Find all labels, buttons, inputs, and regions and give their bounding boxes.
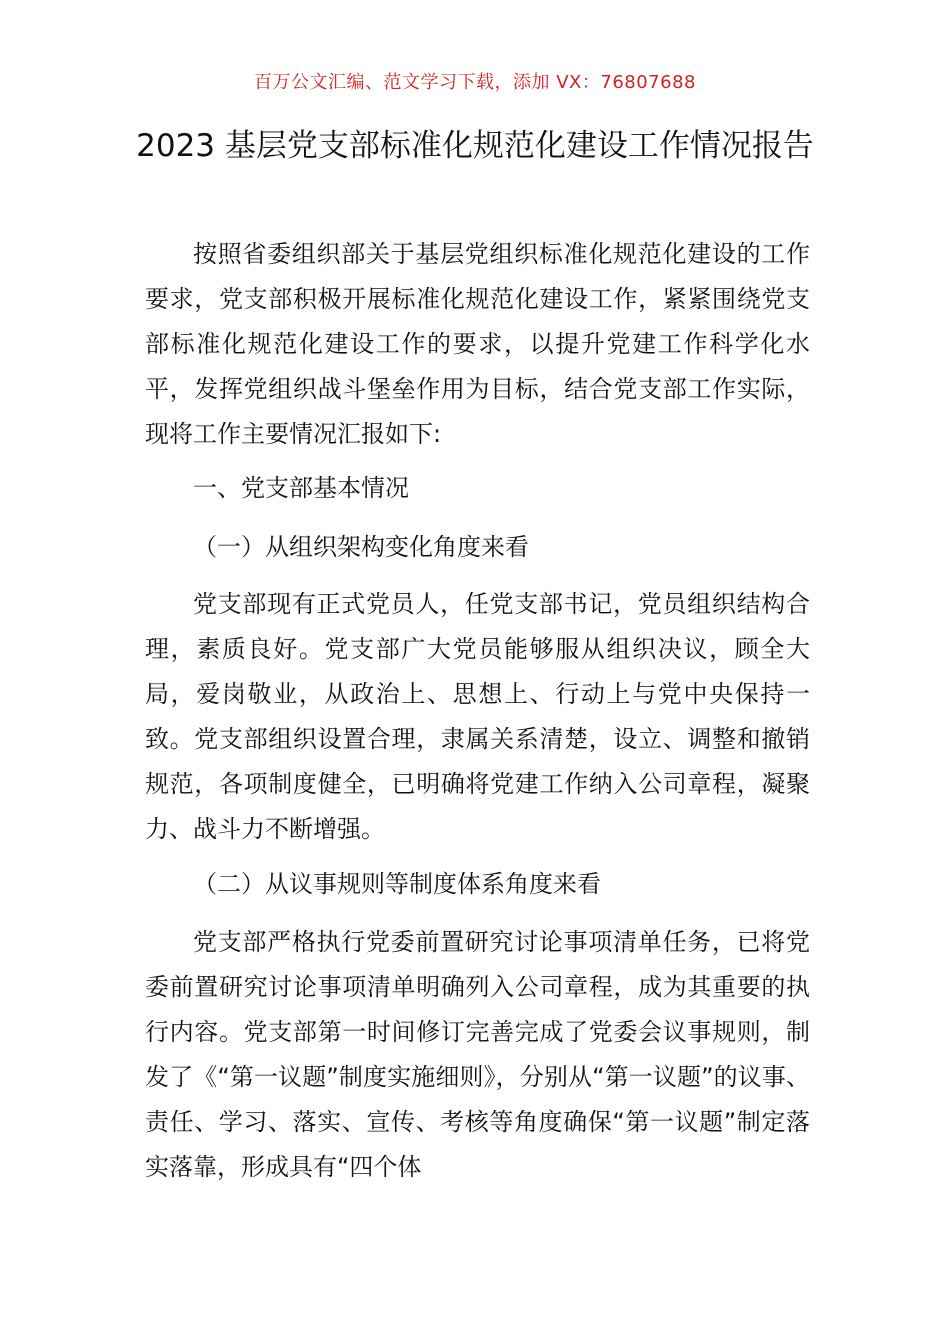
header-contact-note: 百万公文汇编、范文学习下载，添加 VX：76807688 [254,72,696,93]
body-paragraph-2: 党支部严格执行党委前置研究讨论事项清单任务，已将党委前置研究讨论事项清单明确列入公司章程，成为其重要的执行内容。党支部第一时间修订完善完成了党委会议事规则，制发了《“第一议题”制度实施细则》，分别从“第一议题”的议事、责任、学习、落实、宣传、考核等角度确保“第一议题”制定落实落靠，形成具有“四个体 [145,928,810,1181]
body-paragraph-1: 党支部现有正式党员人，任党支部书记，党员组织结构合理，素质良好。党支部广大党员能够服从组织决议，顾全大局，爱岗敬业，从政治上、思想上、行动上与党中央保持一致。党支部组织设置合理，隶属关系清楚，设立、调整和撤销规范，各项制度健全，已明确将党建工作纳入公司章程，凝聚力、战斗力不断增强。 [145,590,810,843]
subsection-heading-2: （二）从议事规则等制度体系角度来看 [193,870,601,898]
intro-paragraph: 按照省委组织部关于基层党组织标准化规范化建设的工作要求，党支部积极开展标准化规范化建设工作，紧紧围绕党支部标准化规范化建设工作的要求，以提升党建工作科学化水平，发挥党组织战斗堡垒作用为目标，结合党支部工作实际，现将工作主要情况汇报如下: [145,240,810,448]
subsection-heading-1: （一）从组织架构变化角度来看 [193,533,529,561]
section-heading-1: 一、党支部基本情况 [193,474,409,502]
document-title: 2023 基层党支部标准化规范化建设工作情况报告 [136,128,814,164]
